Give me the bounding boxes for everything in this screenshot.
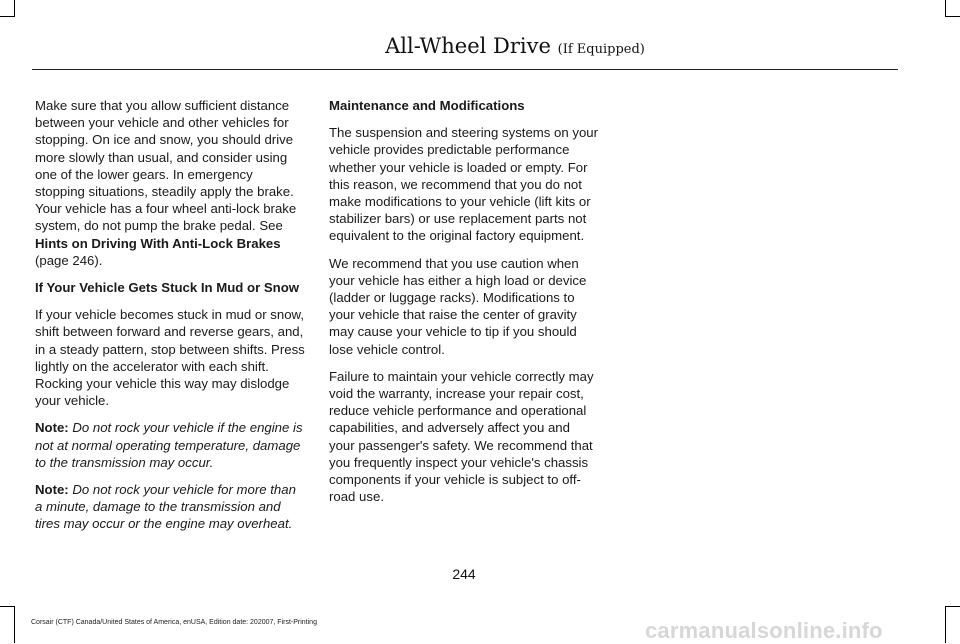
stuck-paragraph: If your vehicle becomes stuck in mud or snow, shift between forward and reverse gears, and, in a steady pattern, stop between shifts. Press lightly on the accelerator with each shift. Rocking your vehicle this way may dislodge your vehicle. (35, 307, 305, 409)
note-label: Note: (35, 420, 69, 436)
caution-paragraph: We recommend that you use caution when your vehicle has either a high load or device (ladder or luggage racks). Modifications to your vehicle that raise the center of gravity may cause your vehicle to tip if you should lose vehicle control. (329, 255, 587, 357)
braking-text: Make sure that you allow sufficient distance between your vehicle and other vehicles for stopping. On ice and snow, you should drive more slowly than usual, and consider using one of the lower gears. In emergency stopping situations, steadily apply the brake. Your vehicle has a four wheel anti-lock brake system, do not pump the brake pedal. See (35, 98, 297, 234)
braking-paragraph (35, 97, 305, 269)
crop-mark-top-right-v (945, 0, 946, 17)
page-number: 244 (452, 566, 476, 582)
edition-footer: Corsair (CTF) Canada/United States of America, enUSA, Edition date: 202007, First-Printing (31, 619, 317, 626)
note-rocking-duration (35, 481, 305, 533)
left-column (35, 97, 305, 543)
stuck-in-mud-heading: If Your Vehicle Gets Stuck In Mud or Snow (35, 280, 300, 296)
page-reference: (page 246). (35, 252, 103, 268)
note-text: Do not rock your vehicle for more than a minute, damage to the transmission and tires may occur or the engine may overheat. (35, 482, 296, 532)
crop-mark-top-left-v (14, 0, 15, 17)
crop-mark-top-right-h (945, 16, 960, 17)
title-subtitle: (If Equipped) (557, 42, 645, 57)
crop-mark-bottom-left-h (0, 606, 15, 607)
note-label: Note: (35, 482, 69, 498)
watermark: carmanualsonline.info (645, 618, 883, 643)
maintenance-heading: Maintenance and Modifications (329, 98, 525, 113)
failure-paragraph: Failure to maintain your vehicle correctly may void the warranty, increase your repair cost, reduce vehicle performance and operational capabilities, and adversely affect you and your passenger's safety. We recommend that you frequently inspect your vehicle's chassis components if your vehicle is subject to off-road use. (329, 368, 594, 505)
title-text: All-Wheel Drive (385, 34, 551, 58)
note-text: Do not rock your vehicle if the engine is not at normal operating temperature, damage to the transmission may occur. (35, 420, 303, 470)
page-title (0, 34, 960, 58)
crop-mark-bottom-left-v (14, 606, 15, 643)
note-engine-temperature (35, 419, 305, 471)
suspension-paragraph: The suspension and steering systems on your vehicle provides predictable performance whether your vehicle is loaded or empty. For this reason, we recommend that you do not make modifications to your vehicle (lift kits or stabilizer bars) or use replacement parts not equivalent to the original factory equipment. (329, 125, 599, 244)
anti-lock-brakes-link[interactable]: Hints on Driving With Anti-Lock Brakes (35, 235, 281, 251)
right-column (329, 97, 599, 515)
crop-mark-top-left-h (0, 16, 15, 17)
crop-mark-bottom-right-h (945, 606, 960, 607)
header-divider (32, 69, 898, 70)
crop-mark-bottom-right-v (945, 606, 946, 643)
